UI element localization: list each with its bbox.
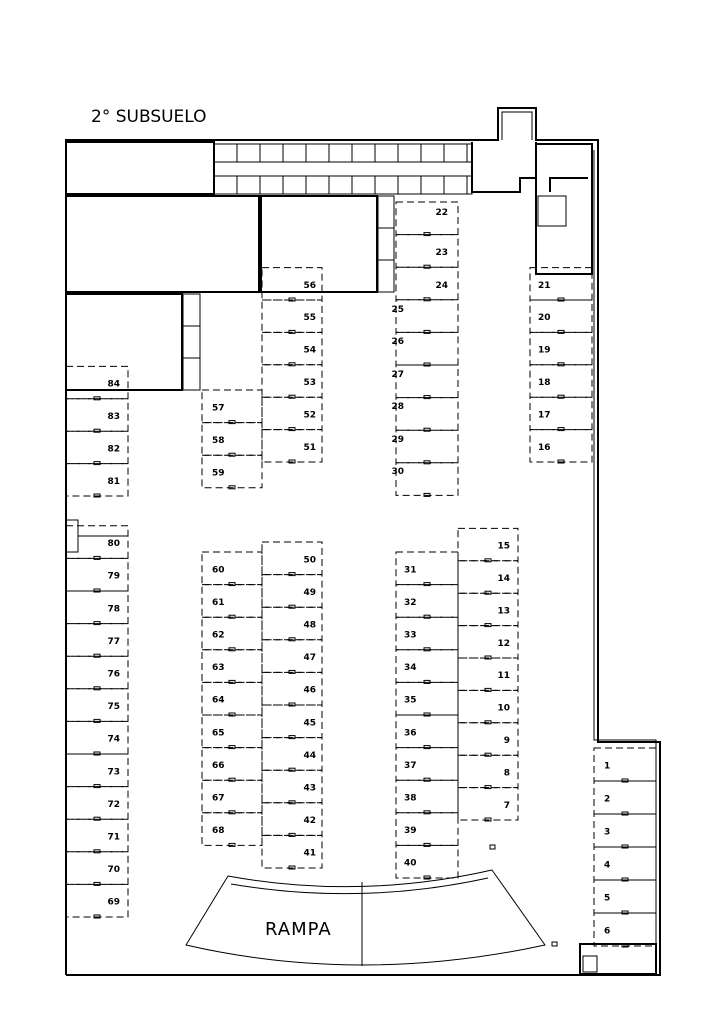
stall-64: [202, 682, 262, 715]
stall-number: 71: [107, 832, 120, 843]
stall-29: [396, 430, 458, 463]
stall-number: 81: [107, 476, 120, 487]
stall-number: 39: [404, 826, 417, 837]
stall-number: 28: [391, 402, 404, 412]
stall-number: 20: [538, 313, 551, 324]
stall-60: [202, 552, 262, 585]
stall-number: 6: [604, 926, 611, 937]
stall-number: 40: [404, 858, 417, 869]
stall-number: 24: [435, 281, 448, 291]
stall-number: 67: [212, 793, 225, 804]
stall-number: 14: [497, 574, 510, 584]
stall-62: [202, 617, 262, 650]
stall-number: 16: [538, 442, 551, 453]
stall-28: [396, 398, 458, 431]
stall-number: 32: [404, 597, 417, 608]
stall-number: 27: [391, 370, 404, 380]
stall-22: [396, 202, 458, 235]
stall-number: 51: [303, 442, 316, 453]
stall-number: 83: [107, 412, 120, 422]
stall-number: 80: [107, 539, 120, 550]
ramp-label: RAMPA: [265, 919, 332, 940]
stall-number: 33: [404, 630, 417, 641]
stall-number: 7: [503, 800, 510, 811]
stall-number: 1: [604, 761, 611, 772]
stall-number: 18: [538, 378, 551, 388]
stall-59: [202, 455, 262, 488]
stall-number: 84: [107, 379, 120, 390]
stall-grid: [66, 202, 656, 947]
stall-number: 17: [538, 410, 551, 421]
stall-number: 65: [212, 728, 225, 739]
stall-number: 9: [503, 736, 510, 746]
stall-58: [202, 423, 262, 456]
stall-23: [396, 235, 458, 268]
stall-marker-59: [229, 486, 235, 489]
stall-number: 55: [303, 313, 316, 324]
stall-number: 82: [107, 444, 120, 455]
stall-number: 25: [391, 305, 404, 315]
stall-number: 69: [107, 897, 120, 908]
ramp: [186, 870, 545, 966]
stall-number: 61: [212, 597, 225, 608]
stall-68: [202, 813, 262, 846]
stall-61: [202, 585, 262, 618]
stall-number: 54: [303, 345, 316, 356]
stall-number: 34: [404, 663, 417, 674]
stall-30: [396, 463, 458, 496]
stall-number: 68: [212, 826, 225, 837]
stall-number: 23: [435, 248, 448, 258]
stall-65: [202, 715, 262, 748]
stall-number: 57: [212, 403, 225, 414]
stall-57: [202, 390, 262, 423]
stall-number: 78: [107, 604, 120, 615]
stall-number: 58: [212, 435, 225, 446]
stall-number: 29: [391, 435, 404, 445]
stall-number: 21: [538, 280, 551, 291]
stall-number: 64: [212, 695, 225, 706]
stall-number: 13: [497, 606, 510, 617]
stall-number: 73: [107, 767, 120, 778]
stall-number: 22: [435, 208, 448, 218]
stall-number: 60: [212, 565, 225, 576]
stall-number: 74: [107, 734, 120, 745]
stall-number: 19: [538, 345, 551, 356]
stall-number: 62: [212, 630, 225, 641]
stall-number: 75: [107, 702, 120, 713]
stall-number: 36: [404, 728, 417, 739]
stall-number: 35: [404, 695, 417, 706]
stall-number: 76: [107, 669, 120, 680]
stall-27: [396, 365, 458, 398]
stall-number: 46: [303, 685, 316, 696]
stall-number: 50: [303, 555, 316, 566]
stall-number: 11: [497, 671, 510, 682]
stall-25: [396, 300, 458, 333]
stall-number: 70: [107, 865, 120, 876]
stall-number: 43: [303, 783, 316, 794]
stall-number: 44: [303, 750, 316, 761]
storage-rooms: [66, 142, 592, 552]
stall-number: 3: [604, 827, 611, 838]
stall-67: [202, 780, 262, 813]
stall-number: 53: [303, 378, 316, 388]
stall-66: [202, 748, 262, 781]
stall-number: 38: [404, 793, 417, 804]
stall-number: 30: [391, 467, 404, 477]
stair-block: [490, 845, 656, 974]
stall-number: 12: [497, 638, 510, 649]
stall-number: 52: [303, 410, 316, 421]
stall-number: 8: [503, 768, 510, 779]
stall-number: 63: [212, 663, 225, 674]
stall-number: 48: [303, 620, 316, 631]
stall-number: 59: [212, 468, 225, 479]
stall-number: 4: [604, 860, 611, 871]
stall-number: 31: [404, 565, 417, 576]
stall-number: 56: [303, 280, 316, 291]
stall-number: 42: [303, 816, 316, 827]
stall-number: 66: [212, 760, 225, 771]
stall-number: 41: [303, 848, 316, 859]
stall-number: 79: [107, 571, 120, 582]
stall-number: 26: [391, 337, 404, 347]
stall-number: 37: [404, 760, 417, 771]
stall-24: [396, 267, 458, 300]
stall-number: 15: [497, 541, 510, 552]
stall-number: 2: [604, 794, 611, 805]
stall-number: 47: [303, 653, 316, 664]
stall-63: [202, 650, 262, 683]
stall-26: [396, 332, 458, 365]
floor-title: 2° SUBSUELO: [91, 107, 207, 127]
stall-number: 49: [303, 587, 316, 598]
stall-number: 10: [497, 703, 510, 714]
outer-walls: [66, 108, 660, 975]
stall-number: 77: [107, 636, 120, 647]
stall-number: 5: [604, 893, 611, 904]
stall-number: 45: [303, 718, 316, 729]
stall-number: 72: [107, 799, 120, 810]
